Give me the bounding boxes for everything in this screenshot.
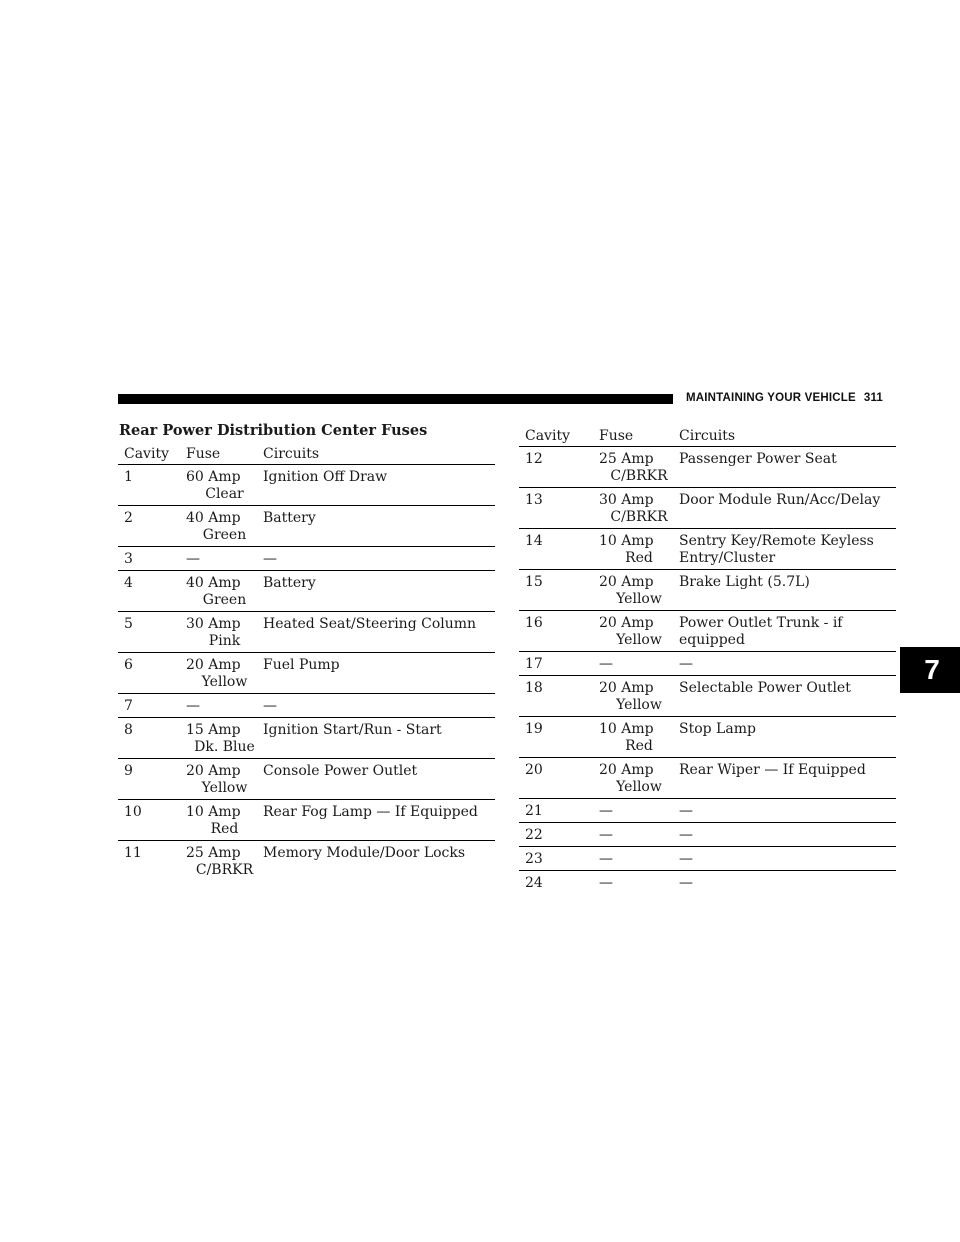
- column-header-cavity: Cavity: [124, 446, 169, 462]
- circuit-line: Console Power Outlet: [263, 763, 418, 779]
- fuse-cell: [186, 465, 263, 506]
- fuse-rating: 40 Amp: [186, 510, 241, 526]
- circuit-line: Heated Seat/Steering Column: [263, 616, 477, 632]
- cavity-cell: 1: [124, 469, 133, 485]
- cavity-cell: 9: [124, 763, 133, 779]
- fuse-color: Yellow: [616, 591, 662, 607]
- fuse-rating: 10 Amp: [599, 533, 654, 549]
- fuse-color: Yellow: [201, 674, 248, 690]
- fuse-table-right: [519, 423, 896, 894]
- circuit-line: Battery: [263, 510, 316, 526]
- circuit-line: Power Outlet Trunk - if: [679, 615, 843, 631]
- table-row: [118, 465, 495, 506]
- circuit-line: Brake Light (5.7L): [679, 574, 810, 590]
- circuit-line: —: [679, 827, 693, 843]
- column-header-fuse: Fuse: [186, 446, 221, 462]
- fuse-cell: [186, 571, 263, 612]
- table-row: [118, 653, 495, 694]
- circuits-cell: [679, 447, 896, 488]
- circuit-line: —: [679, 656, 693, 672]
- cavity-cell: 3: [124, 551, 133, 567]
- circuit-line: Memory Module/Door Locks: [263, 845, 466, 861]
- circuit-line: —: [679, 851, 693, 867]
- fuse-cell: [599, 529, 679, 570]
- circuits-cell: [679, 652, 896, 676]
- circuits-cell: [263, 571, 495, 612]
- circuits-cell: [263, 759, 495, 800]
- circuit-line: Selectable Power Outlet: [679, 680, 851, 696]
- table-row: [118, 841, 495, 882]
- cavity-cell: 12: [525, 451, 543, 467]
- circuits-cell: [679, 488, 896, 529]
- circuits-cell: [679, 758, 896, 799]
- cavity-cell: 17: [525, 656, 543, 672]
- fuse-cell: [186, 653, 263, 694]
- table-row: [118, 612, 495, 653]
- fuse-rating: 15 Amp: [186, 722, 241, 738]
- cavity-cell: 11: [124, 845, 142, 861]
- fuse-rating: 40 Amp: [186, 575, 241, 591]
- fuse-cell: [599, 652, 679, 676]
- fuse-table-left: [118, 441, 495, 881]
- cavity-cell: 14: [525, 533, 543, 549]
- fuse-cell: [186, 612, 263, 653]
- table-row: [519, 847, 896, 871]
- cavity-cell: 18: [525, 680, 543, 696]
- cavity-cell: 21: [525, 803, 543, 819]
- cavity-cell: 5: [124, 616, 133, 632]
- circuit-line: Ignition Off Draw: [263, 469, 388, 485]
- table-row: [519, 611, 896, 652]
- column-header-cavity: Cavity: [525, 428, 570, 444]
- fuse-color: Green: [202, 592, 247, 608]
- fuse-rating: —: [599, 875, 613, 891]
- fuse-rating: 20 Amp: [599, 615, 654, 631]
- fuse-cell: [599, 799, 679, 823]
- cavity-cell: 20: [525, 762, 543, 778]
- column-header-circuits: Circuits: [679, 428, 736, 444]
- fuse-cell: [186, 718, 263, 759]
- circuits-cell: [679, 847, 896, 871]
- column-header-circuits: Circuits: [263, 446, 320, 462]
- table-row: [519, 823, 896, 847]
- fuse-rating: 20 Amp: [599, 762, 654, 778]
- circuit-line: —: [679, 875, 693, 891]
- circuits-cell: [263, 841, 495, 882]
- circuits-cell: [263, 653, 495, 694]
- fuse-color: Red: [625, 738, 653, 754]
- circuits-cell: [679, 871, 896, 895]
- circuit-line: —: [263, 698, 277, 714]
- circuit-line: Battery: [263, 575, 316, 591]
- circuit-line: —: [679, 803, 693, 819]
- circuits-cell: [263, 612, 495, 653]
- fuse-cell: [599, 676, 679, 717]
- circuit-line: Passenger Power Seat: [679, 451, 837, 467]
- table-row: [118, 759, 495, 800]
- table-row: [118, 547, 495, 571]
- fuse-rating: 20 Amp: [186, 763, 241, 779]
- fuse-color: Dk. Blue: [194, 739, 255, 755]
- cavity-cell: 4: [124, 575, 133, 591]
- fuse-rating: —: [186, 698, 200, 714]
- circuits-cell: [263, 694, 495, 718]
- column-header-fuse: Fuse: [599, 428, 634, 444]
- table-row: [519, 652, 896, 676]
- fuse-cell: [186, 506, 263, 547]
- fuse-cell: [599, 570, 679, 611]
- fuse-color: Green: [202, 527, 247, 543]
- circuits-cell: [263, 800, 495, 841]
- fuse-cell: [599, 611, 679, 652]
- fuse-cell: [186, 547, 263, 571]
- circuits-cell: [679, 799, 896, 823]
- circuits-cell: [263, 547, 495, 571]
- circuit-line: Rear Wiper — If Equipped: [679, 762, 866, 778]
- table-header-row: [118, 441, 495, 465]
- fuse-color: Clear: [205, 486, 244, 502]
- header-rule: [118, 394, 673, 404]
- circuit-line: Rear Fog Lamp — If Equipped: [263, 804, 478, 820]
- fuse-rating: 25 Amp: [186, 845, 241, 861]
- cavity-cell: 13: [525, 492, 543, 508]
- table-row: [519, 447, 896, 488]
- running-header-title: MAINTAINING YOUR VEHICLE: [686, 392, 856, 404]
- cavity-cell: 22: [525, 827, 543, 843]
- running-header: [686, 392, 883, 404]
- fuse-rating: 30 Amp: [599, 492, 654, 508]
- fuse-color: Red: [210, 821, 239, 837]
- table-row: [519, 529, 896, 570]
- circuit-line: equipped: [679, 632, 745, 648]
- fuse-rating: 25 Amp: [599, 451, 654, 467]
- cavity-cell: 19: [525, 721, 543, 737]
- table-row: [118, 506, 495, 547]
- table-row: [519, 717, 896, 758]
- circuit-line: Door Module Run/Acc/Delay: [679, 492, 881, 508]
- fuse-cell: [599, 847, 679, 871]
- circuit-line: —: [263, 551, 277, 567]
- table-row: [118, 571, 495, 612]
- fuse-color: Pink: [208, 633, 241, 649]
- table-row: [519, 488, 896, 529]
- fuse-cell: [599, 758, 679, 799]
- fuse-rating: —: [599, 827, 613, 843]
- circuits-cell: [679, 823, 896, 847]
- table-row: [519, 676, 896, 717]
- fuse-cell: [599, 823, 679, 847]
- circuits-cell: [263, 718, 495, 759]
- table-header-row: [519, 423, 896, 447]
- circuits-cell: [263, 506, 495, 547]
- cavity-cell: 16: [525, 615, 543, 631]
- fuse-rating: 20 Amp: [599, 680, 654, 696]
- fuse-rating: 60 Amp: [186, 469, 241, 485]
- fuse-color: Red: [625, 550, 653, 566]
- fuse-color: Yellow: [616, 632, 662, 648]
- circuits-cell: [679, 717, 896, 758]
- table-row: [519, 570, 896, 611]
- circuits-cell: [679, 611, 896, 652]
- fuse-cell: [599, 447, 679, 488]
- fuse-color: Yellow: [201, 780, 248, 796]
- table-row: [519, 871, 896, 895]
- fuse-cell: [186, 841, 263, 882]
- fuse-cell: [186, 759, 263, 800]
- fuse-color: C/BRKR: [610, 509, 668, 525]
- cavity-cell: 10: [124, 804, 142, 820]
- fuse-rating: —: [599, 803, 613, 819]
- cavity-cell: 7: [124, 698, 133, 714]
- circuit-line: Sentry Key/Remote Keyless: [679, 533, 874, 549]
- fuse-rating: —: [599, 851, 613, 867]
- fuse-cell: [186, 694, 263, 718]
- fuse-rating: —: [599, 656, 613, 672]
- fuse-cell: [186, 800, 263, 841]
- circuits-cell: [679, 529, 896, 570]
- cavity-cell: 6: [124, 657, 133, 673]
- circuit-line: Fuel Pump: [263, 657, 340, 673]
- fuse-rating: —: [186, 551, 200, 567]
- circuit-line: Ignition Start/Run - Start: [263, 722, 442, 738]
- fuse-rating: 20 Amp: [186, 657, 241, 673]
- cavity-cell: 8: [124, 722, 133, 738]
- fuse-table-right-body: [519, 447, 896, 895]
- fuse-table-left-body: [118, 465, 495, 882]
- fuse-cell: [599, 488, 679, 529]
- table-row: [118, 694, 495, 718]
- fuse-rating: 10 Amp: [186, 804, 241, 820]
- circuits-cell: [263, 465, 495, 506]
- fuse-rating: 20 Amp: [599, 574, 654, 590]
- cavity-cell: 2: [124, 510, 133, 526]
- chapter-tab: 7: [900, 647, 960, 693]
- circuit-line: Entry/Cluster: [679, 550, 776, 566]
- section-title: Rear Power Distribution Center Fuses: [119, 422, 428, 439]
- table-row: [118, 718, 495, 759]
- cavity-cell: 23: [525, 851, 543, 867]
- circuit-line: Stop Lamp: [679, 721, 756, 737]
- page-number: 311: [863, 392, 884, 404]
- cavity-cell: 15: [525, 574, 543, 590]
- circuits-cell: [679, 570, 896, 611]
- table-row: [118, 800, 495, 841]
- fuse-color: Yellow: [616, 697, 662, 713]
- fuse-cell: [599, 717, 679, 758]
- circuits-cell: [679, 676, 896, 717]
- table-row: [519, 758, 896, 799]
- cavity-cell: 24: [525, 875, 543, 891]
- fuse-cell: [599, 871, 679, 895]
- fuse-rating: 30 Amp: [186, 616, 241, 632]
- fuse-color: Yellow: [616, 779, 662, 795]
- table-row: [519, 799, 896, 823]
- fuse-rating: 10 Amp: [599, 721, 654, 737]
- fuse-color: C/BRKR: [610, 468, 668, 484]
- fuse-color: C/BRKR: [195, 862, 254, 878]
